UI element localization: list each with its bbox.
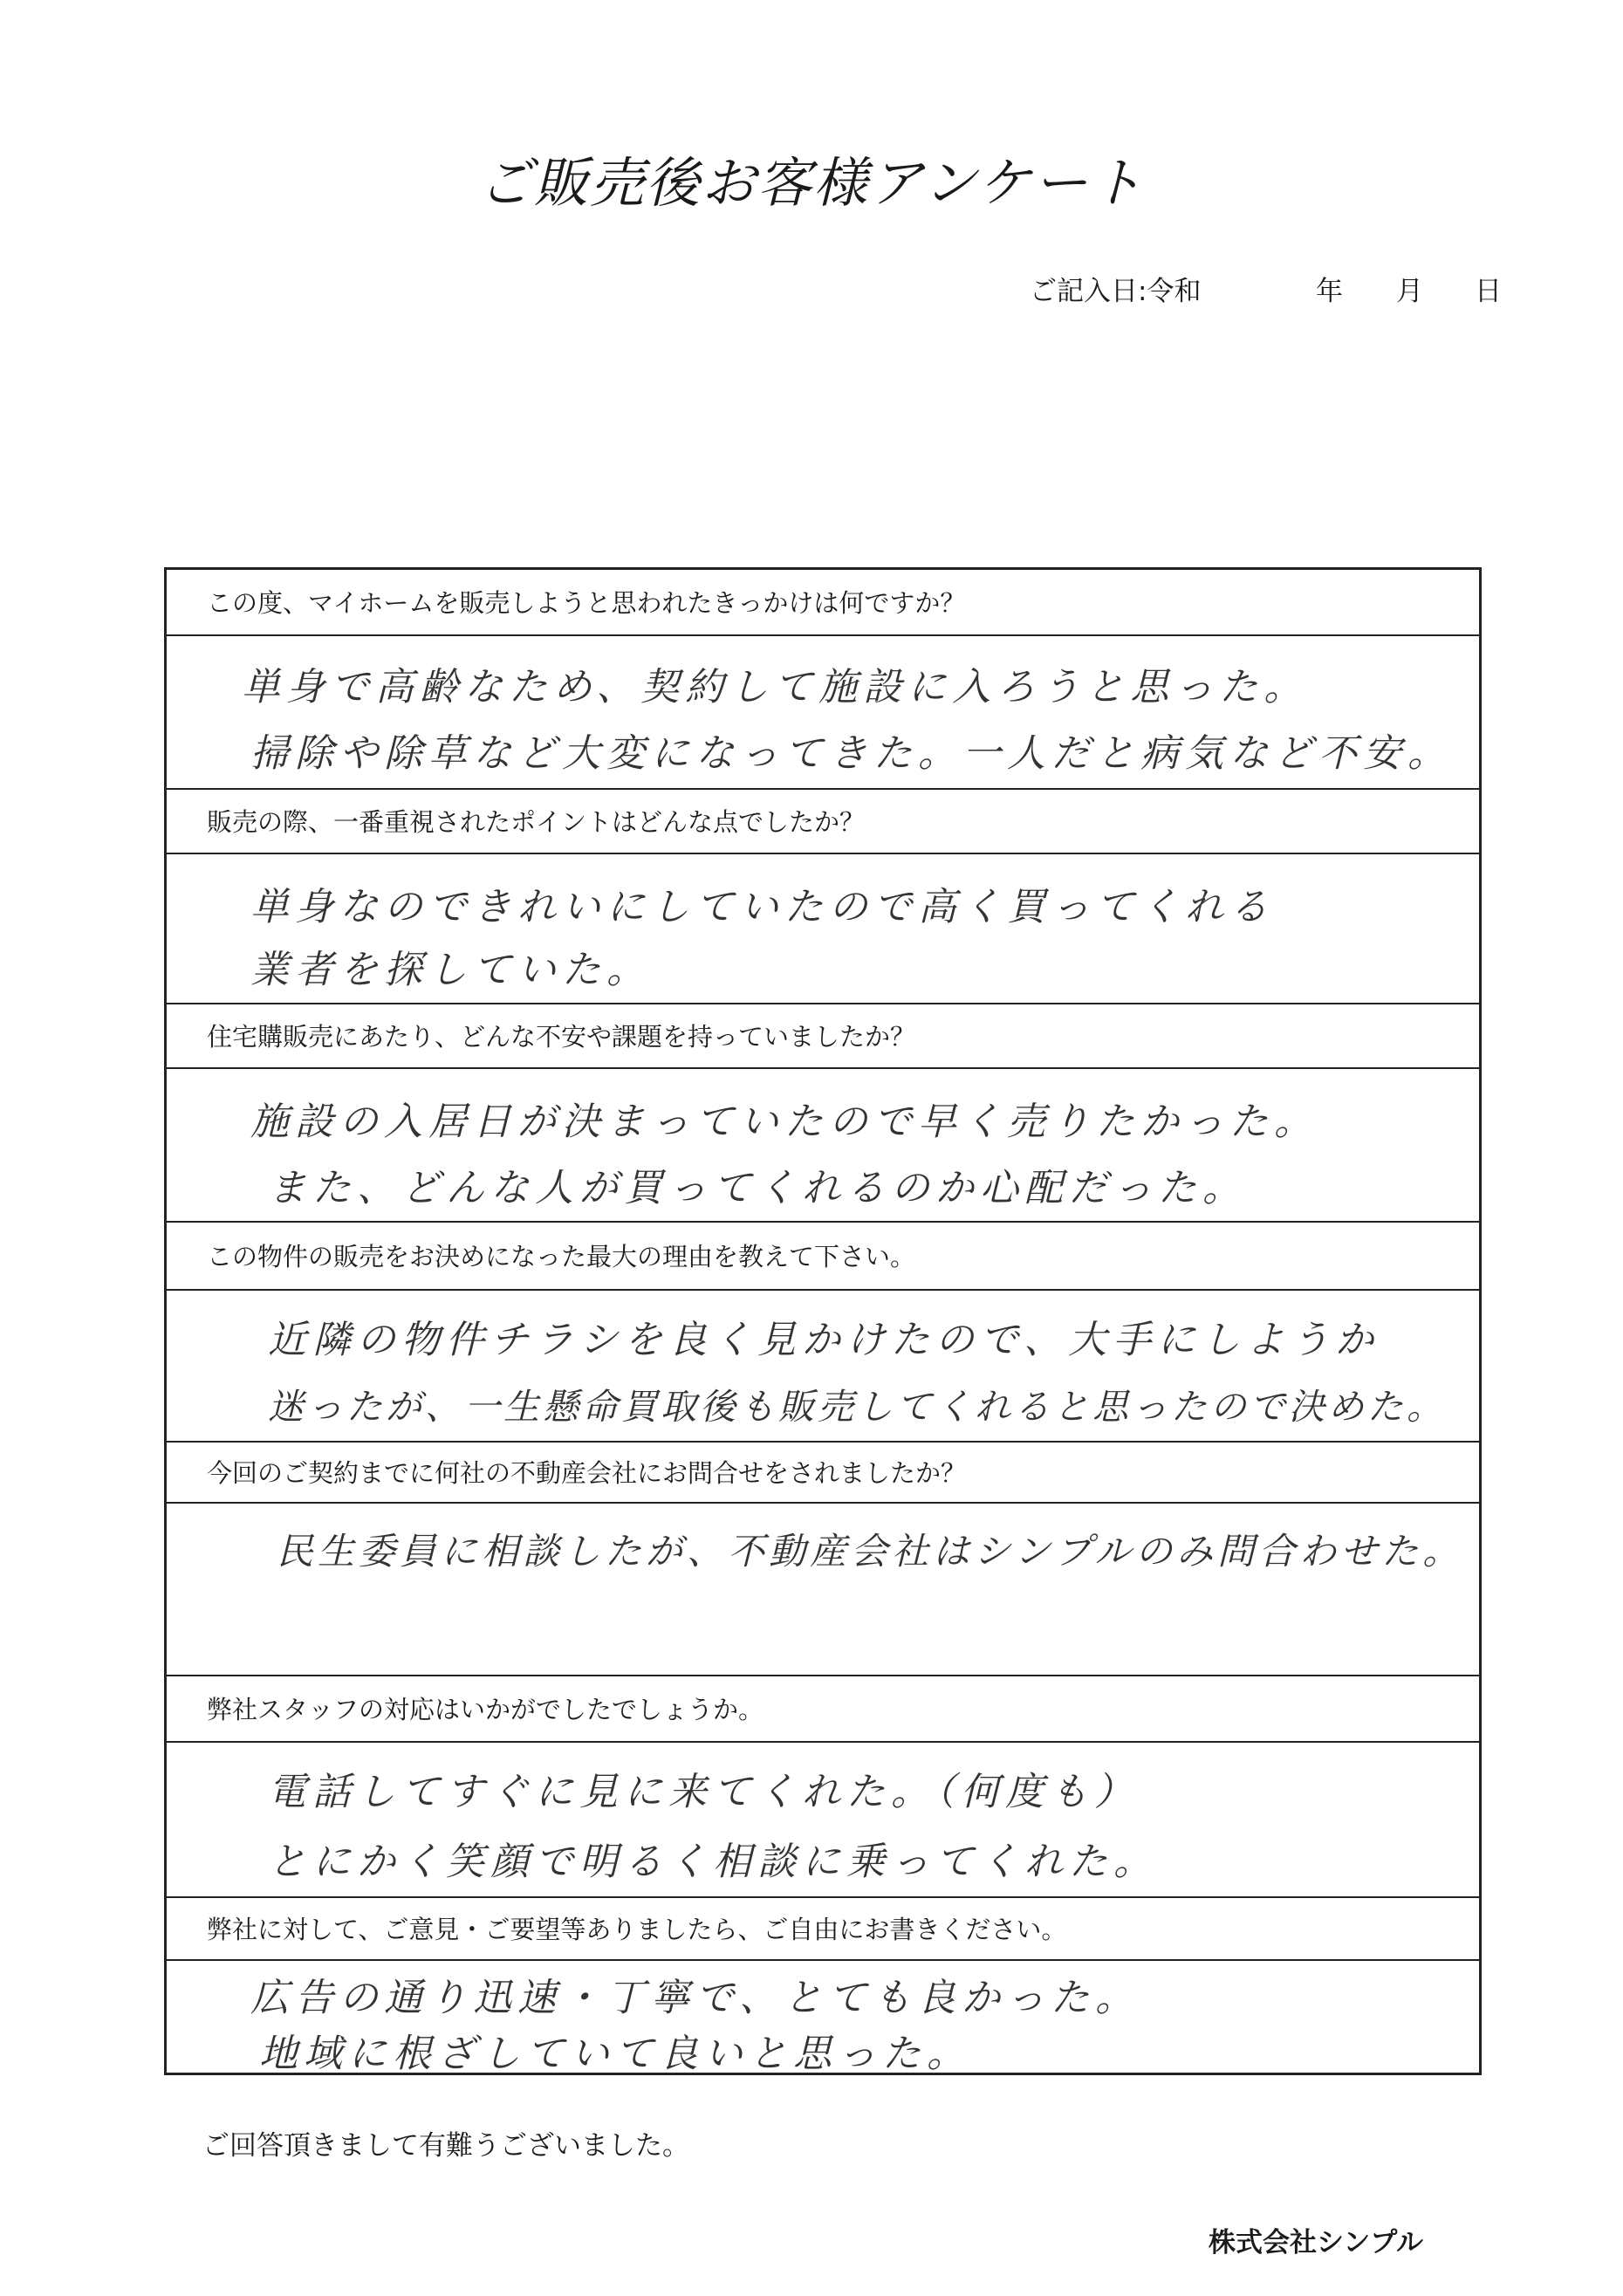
answer-3-line-2: また、どんな人が買ってくれるのか心配だった。 [268, 1166, 1247, 1210]
date-label: ご記入日:令和 [1030, 276, 1202, 307]
answer-1 [167, 636, 1479, 790]
answer-3 [167, 1069, 1479, 1223]
answer-6-line-1: 電話してすぐに見に来てくれた。（何度も） [268, 1770, 1139, 1814]
date-year: 年 [1316, 276, 1343, 307]
answer-7-line-1: 広告の通り迅速・丁寧で、とても良かった。 [250, 1976, 1140, 2020]
answer-6-line-2: とにかく笑顔で明るく相談に乗ってくれた。 [268, 1840, 1158, 1884]
answer-7-line-2: 地域に根ざしていて良いと思った。 [259, 2032, 971, 2076]
date-day: 日 [1475, 276, 1502, 307]
answer-4-line-1: 近隣の物件チラシを良く見かけたので、大手にしようか [268, 1318, 1380, 1362]
answer-2 [167, 854, 1479, 1004]
answer-2-line-1: 単身なのできれいにしていたので高く買ってくれる [250, 885, 1274, 929]
answer-4 [167, 1291, 1479, 1443]
question-6: 弊社スタッフの対応はいかがでしたでしょうか。 [167, 1676, 1479, 1743]
answer-7 [167, 1961, 1479, 2076]
question-2: 販売の際、一番重視されたポイントはどんな点でしたか？ [167, 790, 1479, 854]
answer-5 [167, 1504, 1479, 1676]
question-5: 今回のご契約までに何社の不動産会社にお問合せをされましたか？ [167, 1443, 1479, 1504]
answer-1-line-2: 掃除や除草など大変になってきた。一人だと病気など不安。 [250, 731, 1452, 776]
date-month: 月 [1396, 276, 1423, 307]
survey-title: ご販売後お客様アンケート [477, 151, 1146, 215]
answer-4-line-2: 迷ったが、一生懸命買取後も販売してくれると思ったので決めた。 [268, 1386, 1446, 1428]
survey-table [164, 567, 1482, 2075]
question-1: この度、マイホームを販売しようと思われたきっかけは何ですか？ [167, 570, 1479, 636]
answer-3-line-1: 施設の入居日が決まっていたので早く売りたかった。 [250, 1100, 1318, 1144]
answer-2-line-2: 業者を探していた。 [250, 948, 651, 992]
question-7: 弊社に対して、ご意見・ご要望等ありましたら、ご自由にお書きください。 [167, 1898, 1479, 1961]
question-3: 住宅購販売にあたり、どんな不安や課題を持っていましたか？ [167, 1004, 1479, 1069]
answer-5-line-1: 民生委員に相談したが、不動産会社はシンプルのみ問合わせた。 [277, 1530, 1464, 1573]
answer-1-line-1: 単身で高齢なため、契約して施設に入ろうと思った。 [242, 665, 1309, 709]
answer-6 [167, 1743, 1479, 1898]
question-4: この物件の販売をお決めになった最大の理由を教えて下さい。 [167, 1223, 1479, 1291]
date-line [1030, 269, 1501, 307]
company-name: 株式会社シンプル [1209, 2227, 1423, 2258]
thanks-message: ご回答頂きまして有難うございました。 [202, 2130, 689, 2162]
